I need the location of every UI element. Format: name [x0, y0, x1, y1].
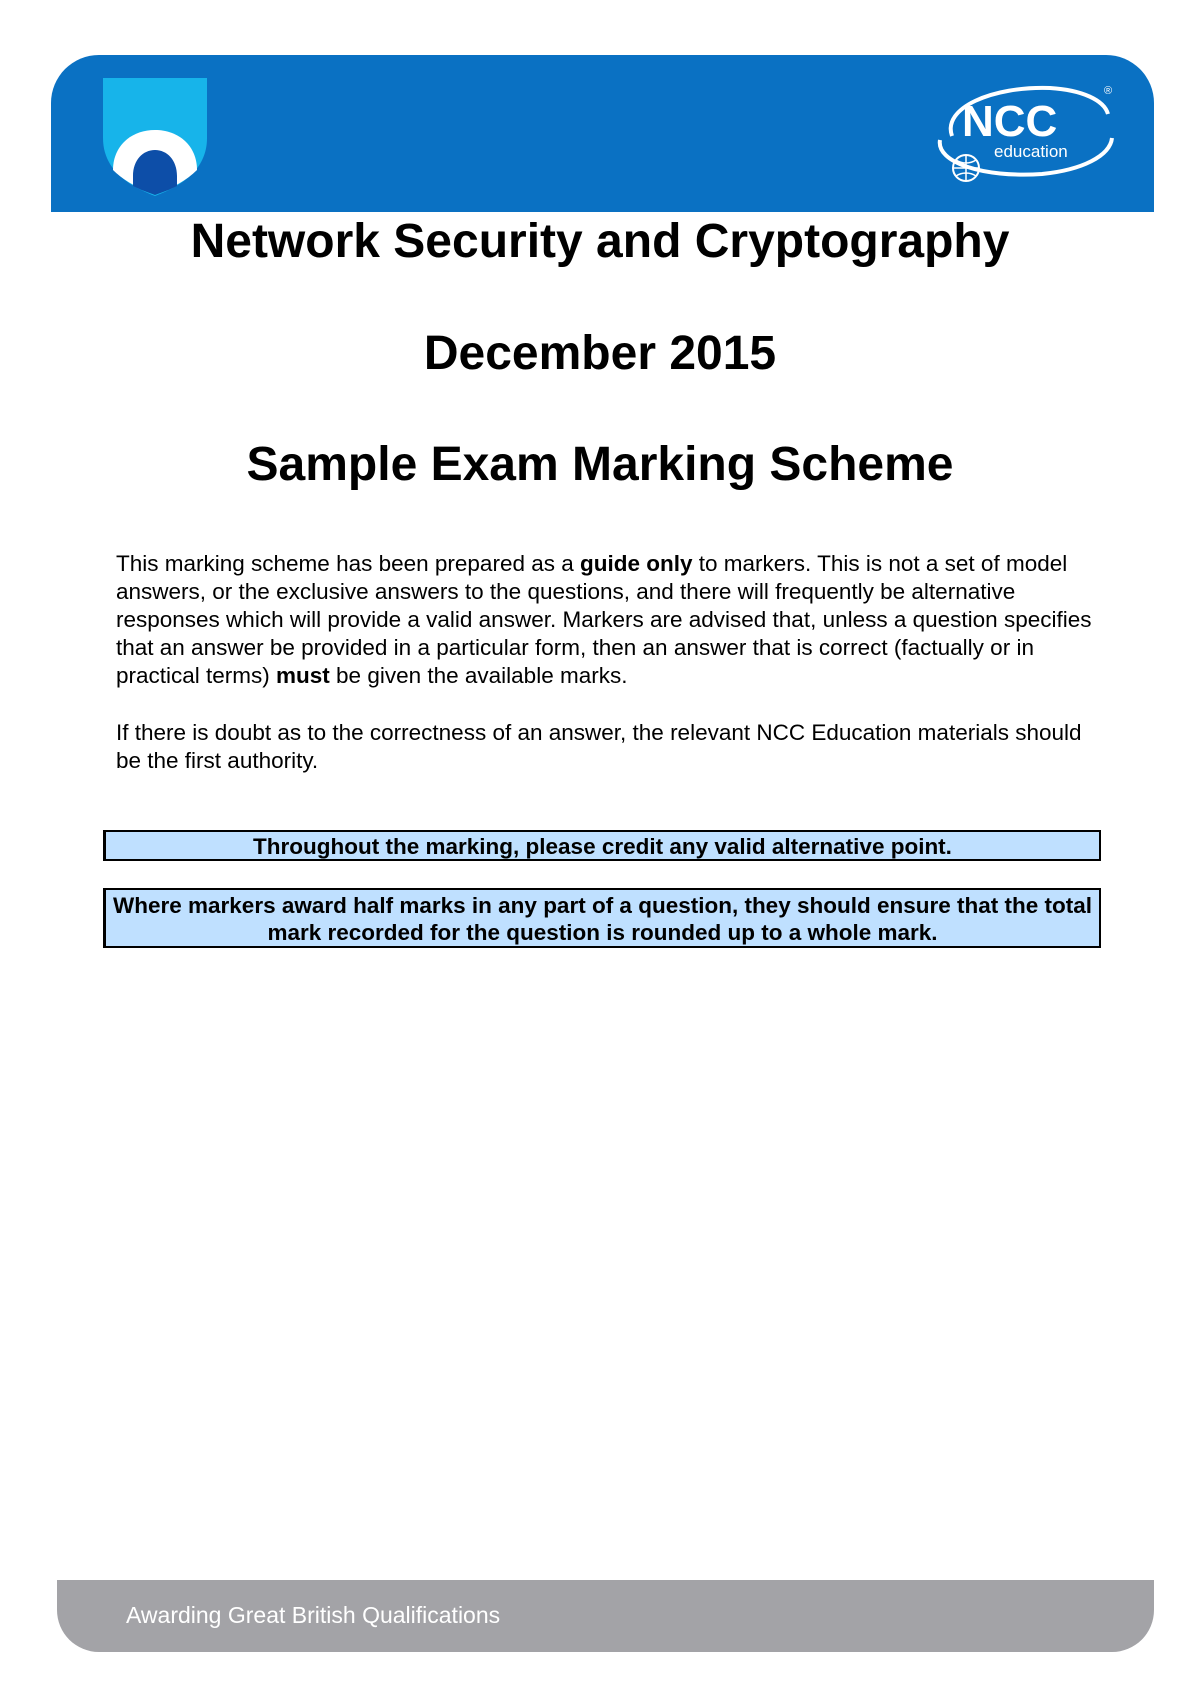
authority-paragraph: If there is doubt as to the correctness of an answer, the relevant NCC Education materials should be the first authority.: [116, 720, 1082, 773]
ncc-education-logo: [932, 78, 1120, 186]
exam-date: December 2015: [423, 327, 777, 380]
intro-bold-must: must: [276, 663, 330, 688]
document-type-title: Sample Exam Marking Scheme: [246, 438, 954, 491]
footer-tagline: Awarding Great British Qualifications: [126, 1602, 501, 1628]
svg-text:education: education: [994, 142, 1068, 161]
intro-paragraph: [116, 550, 1101, 690]
intro-bold-guide-only: guide only: [580, 551, 693, 576]
intro-text-b: to markers. This is not a set of model answers, or the exclusive answers to the questions, and there will frequently be alternative responses which will provide a valid answer. Markers are advised that, unless a question specifies that an answer be provided in a particular form, then an answer that is correct (factually or in practical terms): [116, 551, 1092, 688]
registered-mark: ®: [1104, 85, 1113, 97]
subject-title: Network Security and Cryptography: [190, 215, 1010, 268]
intro-text-a: This marking scheme has been prepared as a: [116, 551, 580, 576]
intro-text-c: be given the available marks.: [329, 663, 628, 688]
credit-note-box: Throughout the marking, please credit any valid alternative point.: [103, 830, 1101, 861]
svg-text:NCC: NCC: [962, 97, 1058, 146]
crest-shield-icon: [103, 78, 207, 196]
half-marks-note-box: Where markers award half marks in any part of a question, they should ensure that the total mark recorded for the question is rounded up to a whole mark.: [103, 888, 1101, 948]
